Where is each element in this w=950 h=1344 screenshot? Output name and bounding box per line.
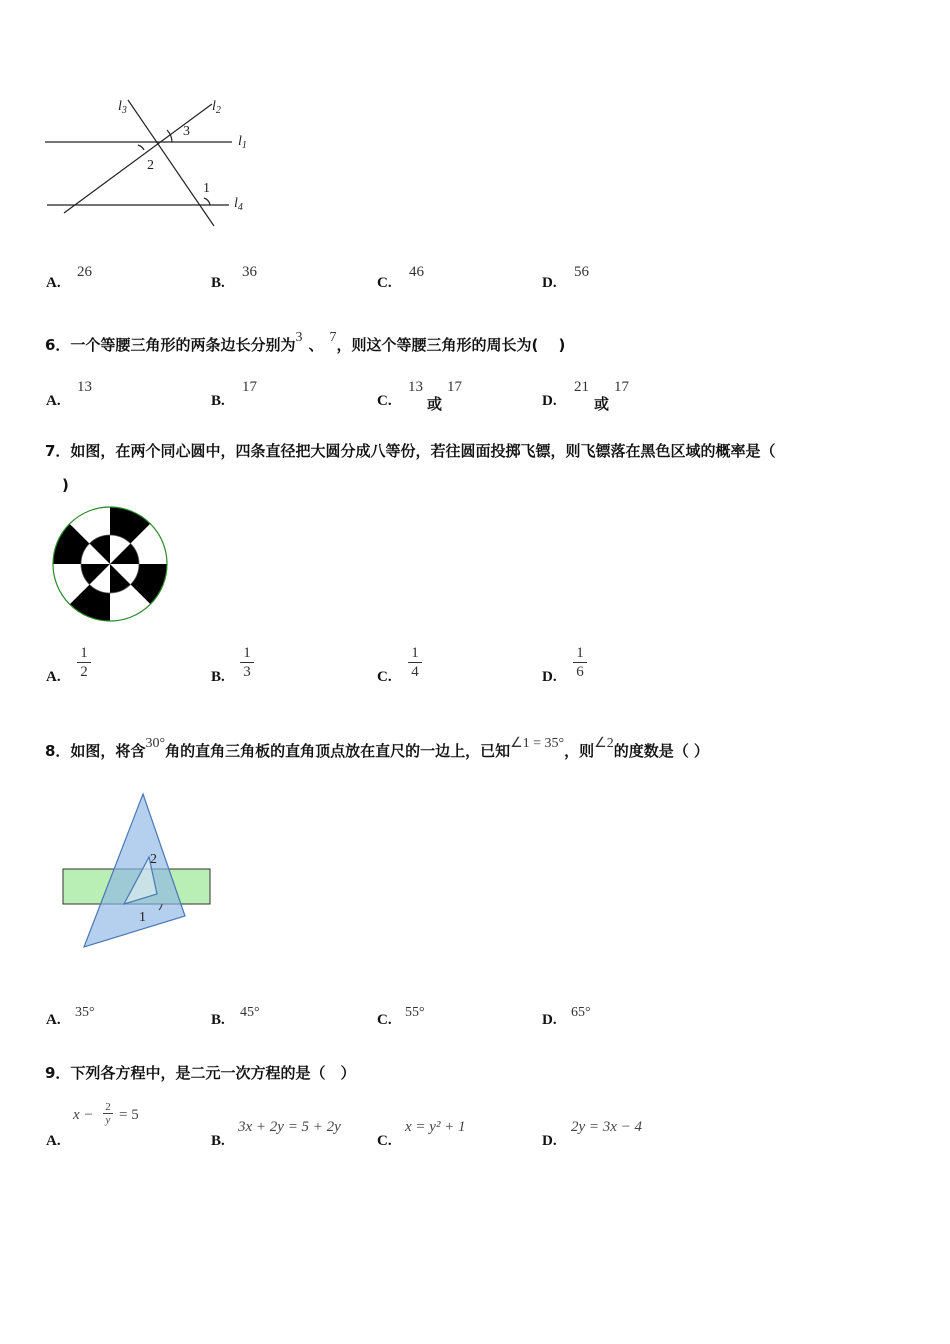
label-angle-2: 2 <box>150 852 157 867</box>
q9-option-c-letter[interactable]: C. <box>377 1133 392 1149</box>
q6-option-c-value2: 17 <box>447 379 462 395</box>
q8-option-d-letter[interactable]: D. <box>542 1012 557 1028</box>
q9-option-b-equation: 3x + 2y = 5 + 2y <box>238 1119 341 1135</box>
q9-stem: 9．下列各方程中，是二元一次方程的是（ ） <box>45 1064 356 1082</box>
line-l2 <box>64 104 212 213</box>
q7-option-d-letter[interactable]: D. <box>542 669 557 685</box>
q5-option-c-letter[interactable]: C. <box>377 275 392 291</box>
q6-option-d-or: 或 <box>594 395 610 413</box>
q9-option-a-fraction: 2 y <box>103 1101 113 1126</box>
q8-option-b-value: 45° <box>240 1005 260 1020</box>
angle-2-arc <box>138 145 144 150</box>
ruler-triangle-figure <box>60 790 215 955</box>
q9-option-d-letter[interactable]: D. <box>542 1133 557 1149</box>
q9-option-a-rhs: = 5 <box>119 1107 139 1123</box>
q8-option-a-letter[interactable]: A. <box>46 1012 61 1028</box>
q6-option-b-letter[interactable]: B. <box>211 393 225 409</box>
q8-option-d-value: 65° <box>571 1005 591 1020</box>
q6-option-d-value2: 17 <box>614 379 629 395</box>
angle-1-arc <box>204 198 210 205</box>
q7-stem-line2: ) <box>62 476 69 494</box>
q7-option-a-letter[interactable]: A. <box>46 669 61 685</box>
q7-option-b-fraction: $\frac{1}{3}$ <box>240 644 254 681</box>
q6-stem: 6．一个等腰三角形的两条边长分别为3 、 7，则这个等腰三角形的周长为( ) <box>45 330 566 354</box>
q5-option-c-value: 46 <box>409 264 424 280</box>
q9-option-a-equation <box>73 1099 193 1139</box>
label-angle-1: 1 <box>139 910 146 925</box>
q5-option-b-letter[interactable]: B. <box>211 275 225 291</box>
q9-option-d-equation: 2y = 3x − 4 <box>571 1119 643 1135</box>
q8-option-c-value: 55° <box>405 1005 425 1020</box>
q7-option-c-fraction: $\frac{1}{4}$ <box>408 644 422 681</box>
label-angle-1: 1 <box>203 181 210 196</box>
q7-option-d-fraction: $\frac{1}{6}$ <box>573 644 587 681</box>
q6-option-c-value: 13 <box>408 379 423 395</box>
q6-option-b-value: 17 <box>242 379 257 395</box>
label-angle-2: 2 <box>147 158 154 173</box>
q5-option-d-letter[interactable]: D. <box>542 275 557 291</box>
q5-option-a-value: 26 <box>77 264 92 280</box>
q9-option-b-letter[interactable]: B. <box>211 1133 225 1149</box>
q6-option-a-letter[interactable]: A. <box>46 393 61 409</box>
label-l3: $l_3$ <box>118 99 127 116</box>
q6-option-d-letter[interactable]: D. <box>542 393 557 409</box>
q6-option-c-letter[interactable]: C. <box>377 393 392 409</box>
label-l4: $l_4$ <box>234 196 243 213</box>
q7-stem-line1: 7．如图，在两个同心圆中，四条直径把大圆分成八等份，若往圆面投掷飞镖，则飞镖落在黑色区域的概率是（ <box>45 442 776 460</box>
q9-option-a-lhs: x − <box>73 1107 94 1123</box>
line-l3 <box>128 100 214 226</box>
q5-option-d-value: 56 <box>574 264 589 280</box>
q9-option-c-equation: x = y² + 1 <box>405 1119 466 1135</box>
q8-stem: 8．如图，将含30°角的直角三角板的直角顶点放在直尺的一边上，已知∠1 = 35°，则∠2的度数是（ ） <box>45 736 709 760</box>
q6-option-a-value: 13 <box>77 379 92 395</box>
dartboard-figure <box>49 503 171 625</box>
q7-option-b-letter[interactable]: B. <box>211 669 225 685</box>
label-l1: $l_1$ <box>238 134 247 151</box>
q9-option-a-letter[interactable]: A. <box>46 1133 61 1149</box>
label-l2: $l_2$ <box>212 99 221 116</box>
q7-option-c-letter[interactable]: C. <box>377 669 392 685</box>
q7-option-a-fraction: $\frac{1}{2}$ <box>77 644 91 681</box>
q8-option-b-letter[interactable]: B. <box>211 1012 225 1028</box>
q8-option-a-value: 35° <box>75 1005 95 1020</box>
q6-option-c-or: 或 <box>427 395 443 413</box>
parallel-lines-figure <box>40 92 270 232</box>
q6-option-d-value: 21 <box>574 379 589 395</box>
q8-option-c-letter[interactable]: C. <box>377 1012 392 1028</box>
label-angle-3: 3 <box>183 124 190 139</box>
q5-option-a-letter[interactable]: A. <box>46 275 61 291</box>
q5-option-b-value: 36 <box>242 264 257 280</box>
